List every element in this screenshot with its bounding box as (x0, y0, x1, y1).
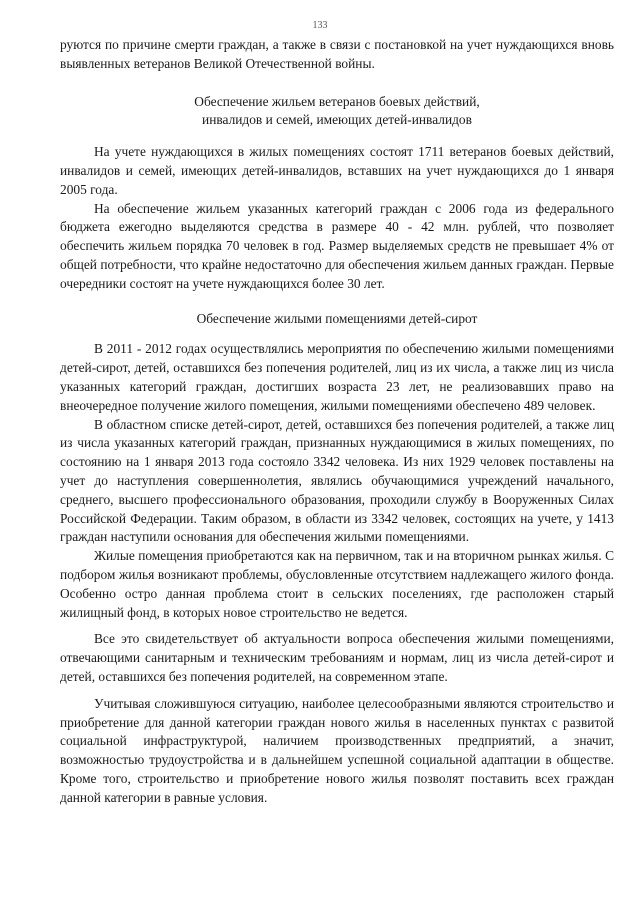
section-heading-orphans: Обеспечение жилыми помещениями детей-сирот (196, 310, 478, 326)
section-heading-veterans-line2: инвалидов и семей, имеющих детей-инвалидов (202, 112, 472, 128)
orphans-paragraph-conclusion: Учитывая сложившуюся ситуацию, наиболее целесообразными являются строительство и приобретение для данной категории граждан нового жилья в населенных пунктах с развитой социальной инфраструктурой, наличием производственных предприятий, а значит, возможностью трудоустройства и в дальнейшем успешной социальной адаптации в обществе. Кроме того, строительство и приобретение нового жилья позволят поставить всех граждан данной категории в равные условия. (60, 695, 614, 805)
orphans-paragraph-housing-market: Жилые помещения приобретаются как на первичном, так и на вторичном рынках жилья. С подбором жилья возникают проблемы, обусловленные отсутствием надлежащего жилого фонда. Особенно остро данная проблема стоит в сельских поселениях, где расположен старый жилищный фонд, в которых новое строительство не ведется. (60, 548, 614, 620)
veterans-paragraph-funding: На обеспечение жильем указанных категорий граждан с 2006 года из федерального бюджета ежегодно выделяются средства в размере 40 - 42 млн. рублей, что позволяет обеспечить жильем порядка 70 человек в год. Размер выделяемых средств не превышает 4% от общей потребности, что крайне недостаточно для обеспечения жильем данных граждан. Первые очередники состоят на учете нуждающихся более 30 лет. (60, 200, 614, 291)
page-number: 133 (312, 20, 328, 31)
section-heading-veterans (60, 93, 614, 131)
section-heading-veterans-line1: Обеспечение жильем ветеранов боевых действий, (194, 93, 480, 109)
veterans-paragraph-registry: На учете нуждающихся в жилых помещениях состоят 1711 ветеранов боевых действий, инвалидов и семей, имеющих детей-инвалидов, вставших на учет нуждающихся до 1 января 2005 года. (60, 144, 614, 197)
orphans-paragraph-relevance: Все это свидетельствует об актуальности вопроса обеспечения жилыми помещениями, отвечающими санитарным и техническим требованиям и нормам, лиц из числа детей-сирот и детей, оставшихся без попечения родителей, на современном этапе. (60, 631, 614, 684)
orphans-paragraph-2011-2012: В 2011 - 2012 годах осуществлялись мероприятия по обеспечению жилыми помещениями детей-сирот, детей, оставшихся без попечения родителей, лиц из их числа, а также лиц из числа указанных категорий граждан, достигших возраста 23 лет, не реализовавших право на внеочередное получение жилого помещения, жилыми помещениями обеспечено 489 человек. (60, 341, 614, 413)
intro-continuation-paragraph: руются по причине смерти граждан, а также в связи с постановкой на учет нуждающихся вновь выявленных ветеранов Великой Отечественной войны. (60, 37, 614, 71)
page-content (60, 36, 614, 807)
orphans-paragraph-regional-list: В областном списке детей-сирот, детей, оставшихся без попечения родителей, а также лиц из числа указанных категорий граждан, признанных нуждающимися в жилых помещениях, по состоянию на 1 января 2013 года состояло 3342 человека. Из них 1929 человек поставлены на учет до наступления совершеннолетия, являлись обучающимися учреждений начального, среднего, высшего профессионального образования, проходили службу в Вооруженных Силах Российской Федерации. Таким образом, в области из 3342 человек, состоящих на учете, у 1413 граждан наступили основания для обеспечения жилыми помещениями. (60, 416, 614, 545)
